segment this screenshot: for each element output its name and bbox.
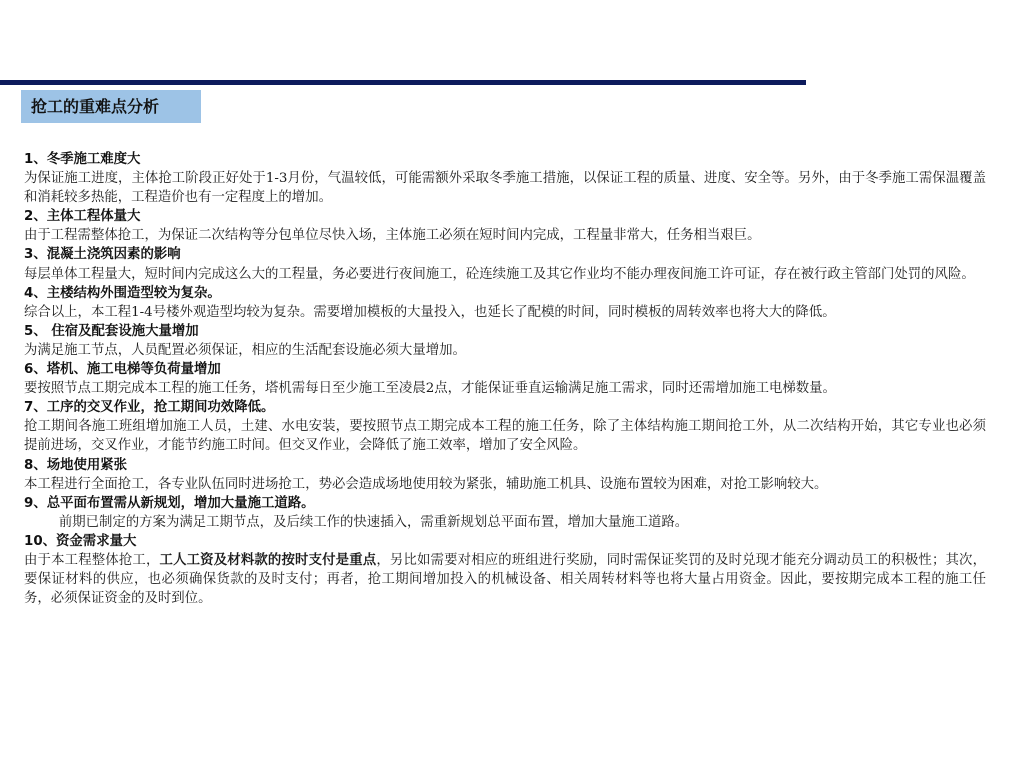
- section-body-1: 为保证施工进度，主体抢工阶段正好处于1-3月份，气温较低，可能需额外采取冬季施工措施，以保证工程的质量、进度、安全等。另外，由于冬季施工需保温覆盖和消耗较多热能，工程造价也有一定程度上的增加。: [24, 171, 986, 206]
- section-body-5: 为满足施工节点，人员配置必须保证，相应的生活配套设施必须大量增加。: [24, 342, 466, 358]
- section-body-6: 要按照节点工期完成本工程的施工任务，塔机需每日至少施工至凌晨2点，才能保证垂直运输满足施工需求，同时还需增加施工电梯数量。: [24, 381, 836, 397]
- section-body-2: 由于工程需整体抢工，为保证二次结构等分包单位尽快入场，主体施工必须在短时间内完成，工程量非常大，任务相当艰巨。: [24, 228, 761, 244]
- section-heading-2: 2、主体工程体量大: [24, 209, 141, 225]
- section-body-4: 综合以上，本工程1-4号楼外观造型均较为复杂。需要增加模板的大量投入，也延长了配模的时间，同时模板的周转效率也将大大的降低。: [24, 304, 836, 320]
- content-body: [24, 150, 986, 608]
- section-heading-4: 4、主楼结构外围造型较为复杂。: [24, 285, 221, 301]
- section-body-10-suffix: ，另比如需要对相应的班组进行奖励，同时需保证奖罚的及时兑现才能充分调动员工的积极性；其次，要保证材料的供应，也必须确保货款的及时支付；再者，抢工期间增加投入的机械设备、相关周转材料等也将大量占用资金。因此，要按期完成本工程的施工任务，必须保证资金的及时到位。: [24, 552, 986, 607]
- section-body-9: 前期已制定的方案为满足工期节点，及后续工作的快速插入，需重新规划总平面布置，增加大量施工道路。: [58, 514, 689, 530]
- top-divider: [0, 80, 806, 85]
- section-heading-8: 8、场地使用紧张: [24, 457, 128, 473]
- section-heading-3: 3、混凝土浇筑因素的影响: [24, 247, 181, 263]
- slide-title: 抢工的重难点分析: [21, 90, 201, 123]
- section-body-10-emphasis: 工人工资及材料款的按时支付是重点: [159, 552, 377, 568]
- section-heading-5: 5、 住宿及配套设施大量增加: [24, 323, 199, 339]
- section-body-7: 抢工期间各施工班组增加施工人员，土建、水电安装，要按照节点工期完成本工程的施工任务，除了主体结构施工期间抢工外，从二次结构开始，其它专业也必须提前进场，交叉作业，才能节约施工时间。但交叉作业，会降低了施工效率，增加了安全风险。: [24, 419, 986, 454]
- section-body-10: [24, 551, 986, 608]
- section-heading-1: 1、冬季施工难度大: [24, 152, 141, 167]
- section-heading-6: 6、塔机、施工电梯等负荷量增加: [24, 362, 221, 378]
- section-body-10-prefix: 由于本工程整体抢工，: [24, 552, 160, 568]
- section-body-3: 每层单体工程量大，短时间内完成这么大的工程量，务必要进行夜间施工，砼连续施工及其它作业均不能办理夜间施工许可证，存在被行政主管部门处罚的风险。: [24, 266, 975, 282]
- section-heading-9: 9、总平面布置需从新规划，增加大量施工道路。: [24, 495, 315, 511]
- section-body-8: 本工程进行全面抢工，各专业队伍同时进场抢工，势必会造成场地使用较为紧张，辅助施工机具、设施布置较为困难，对抢工影响较大。: [24, 476, 828, 492]
- section-heading-7: 7、工序的交叉作业，抢工期间功效降低。: [24, 400, 275, 416]
- section-heading-10: 10、资金需求量大: [24, 533, 137, 549]
